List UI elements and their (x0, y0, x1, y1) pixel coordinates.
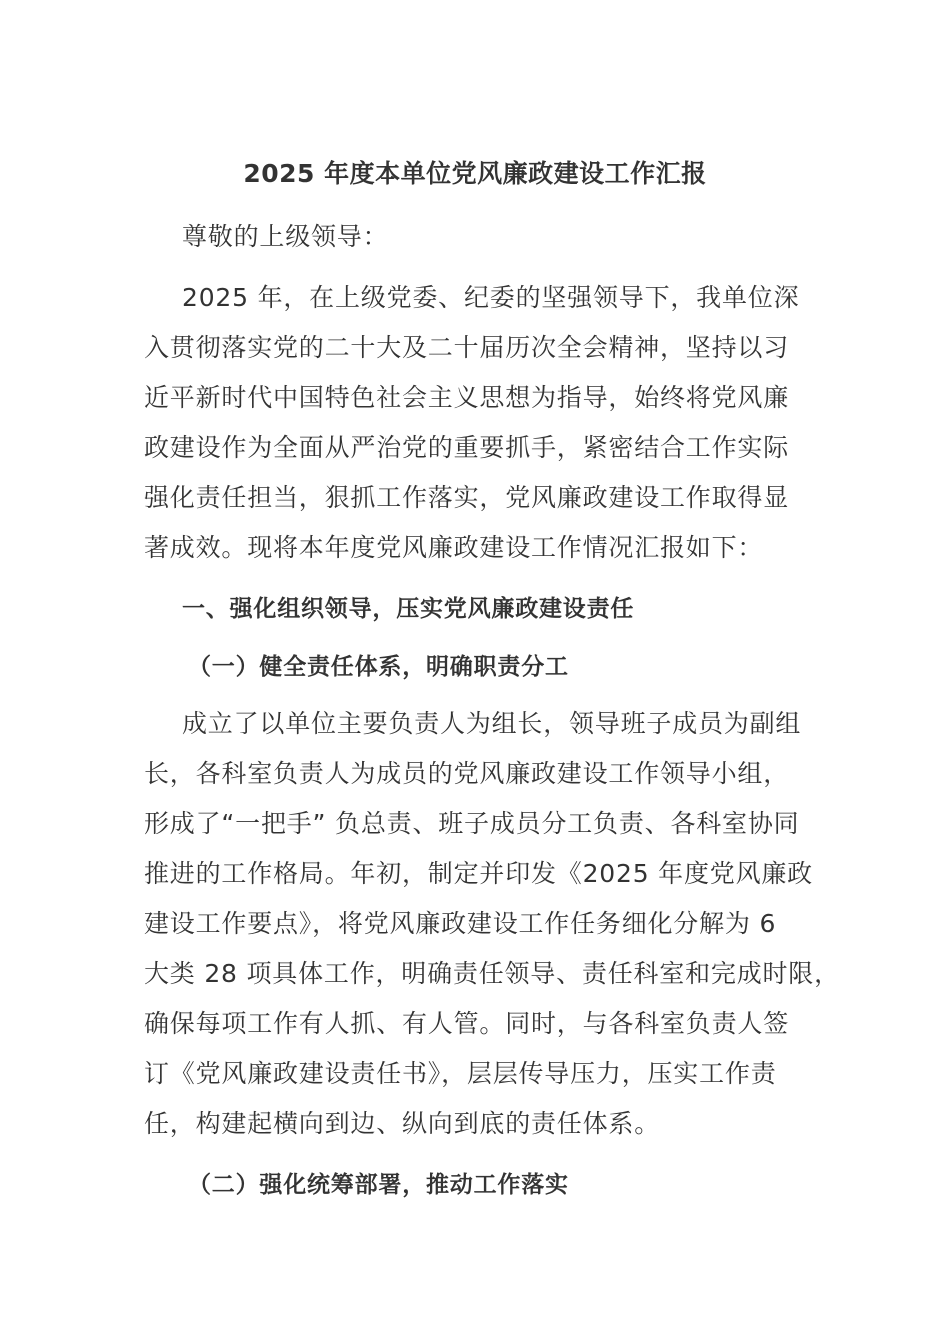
intro-line: 2025 年，在上级党委、纪委的坚强领导下，我单位深 (182, 283, 800, 312)
intro-line: 政建设作为全面从严治党的重要抓手，紧密结合工作实际 (144, 433, 790, 462)
intro-line: 著成效。现将本年度党风廉政建设工作情况汇报如下： (144, 533, 764, 562)
body-line: 建设工作要点》，将党风廉政建设工作任务细化分解为 6 (144, 909, 777, 938)
salutation: 尊敬的上级领导： (182, 222, 389, 251)
body-line: 成立了以单位主要负责人为组长，领导班子成员为副组 (182, 709, 802, 738)
body-line: 确保每项工作有人抓、有人管。同时，与各科室负责人签 (144, 1009, 790, 1038)
intro-line: 入贯彻落实党的二十大及二十届历次全会精神，坚持以习 (144, 333, 790, 362)
intro-line: 强化责任担当，狠抓工作落实，党风廉政建设工作取得显 (144, 483, 790, 512)
document-title: 2025 年度本单位党风廉政建设工作汇报 (243, 159, 707, 188)
body-line: 大类 28 项具体工作，明确责任领导、责任科室和完成时限， (144, 959, 840, 988)
subsection-heading: （二）强化统筹部署，推动工作落实 (188, 1172, 569, 1198)
body-line: 任，构建起横向到边、纵向到底的责任体系。 (144, 1109, 661, 1138)
body-line: 长，各科室负责人为成员的党风廉政建设工作领导小组， (144, 759, 790, 788)
section-heading: 一、强化组织领导，压实党风廉政建设责任 (182, 596, 635, 622)
subsection-heading: （一）健全责任体系，明确职责分工 (188, 654, 569, 680)
body-line: 订《党风廉政建设责任书》，层层传导压力，压实工作责 (144, 1059, 777, 1088)
body-line: 推进的工作格局。年初，制定并印发《2025 年度党风廉政 (144, 859, 813, 888)
body-line: 形成了“一把手” 负总责、班子成员分工负责、各科室协同 (144, 809, 800, 838)
intro-line: 近平新时代中国特色社会主义思想为指导，始终将党风廉 (144, 383, 790, 412)
